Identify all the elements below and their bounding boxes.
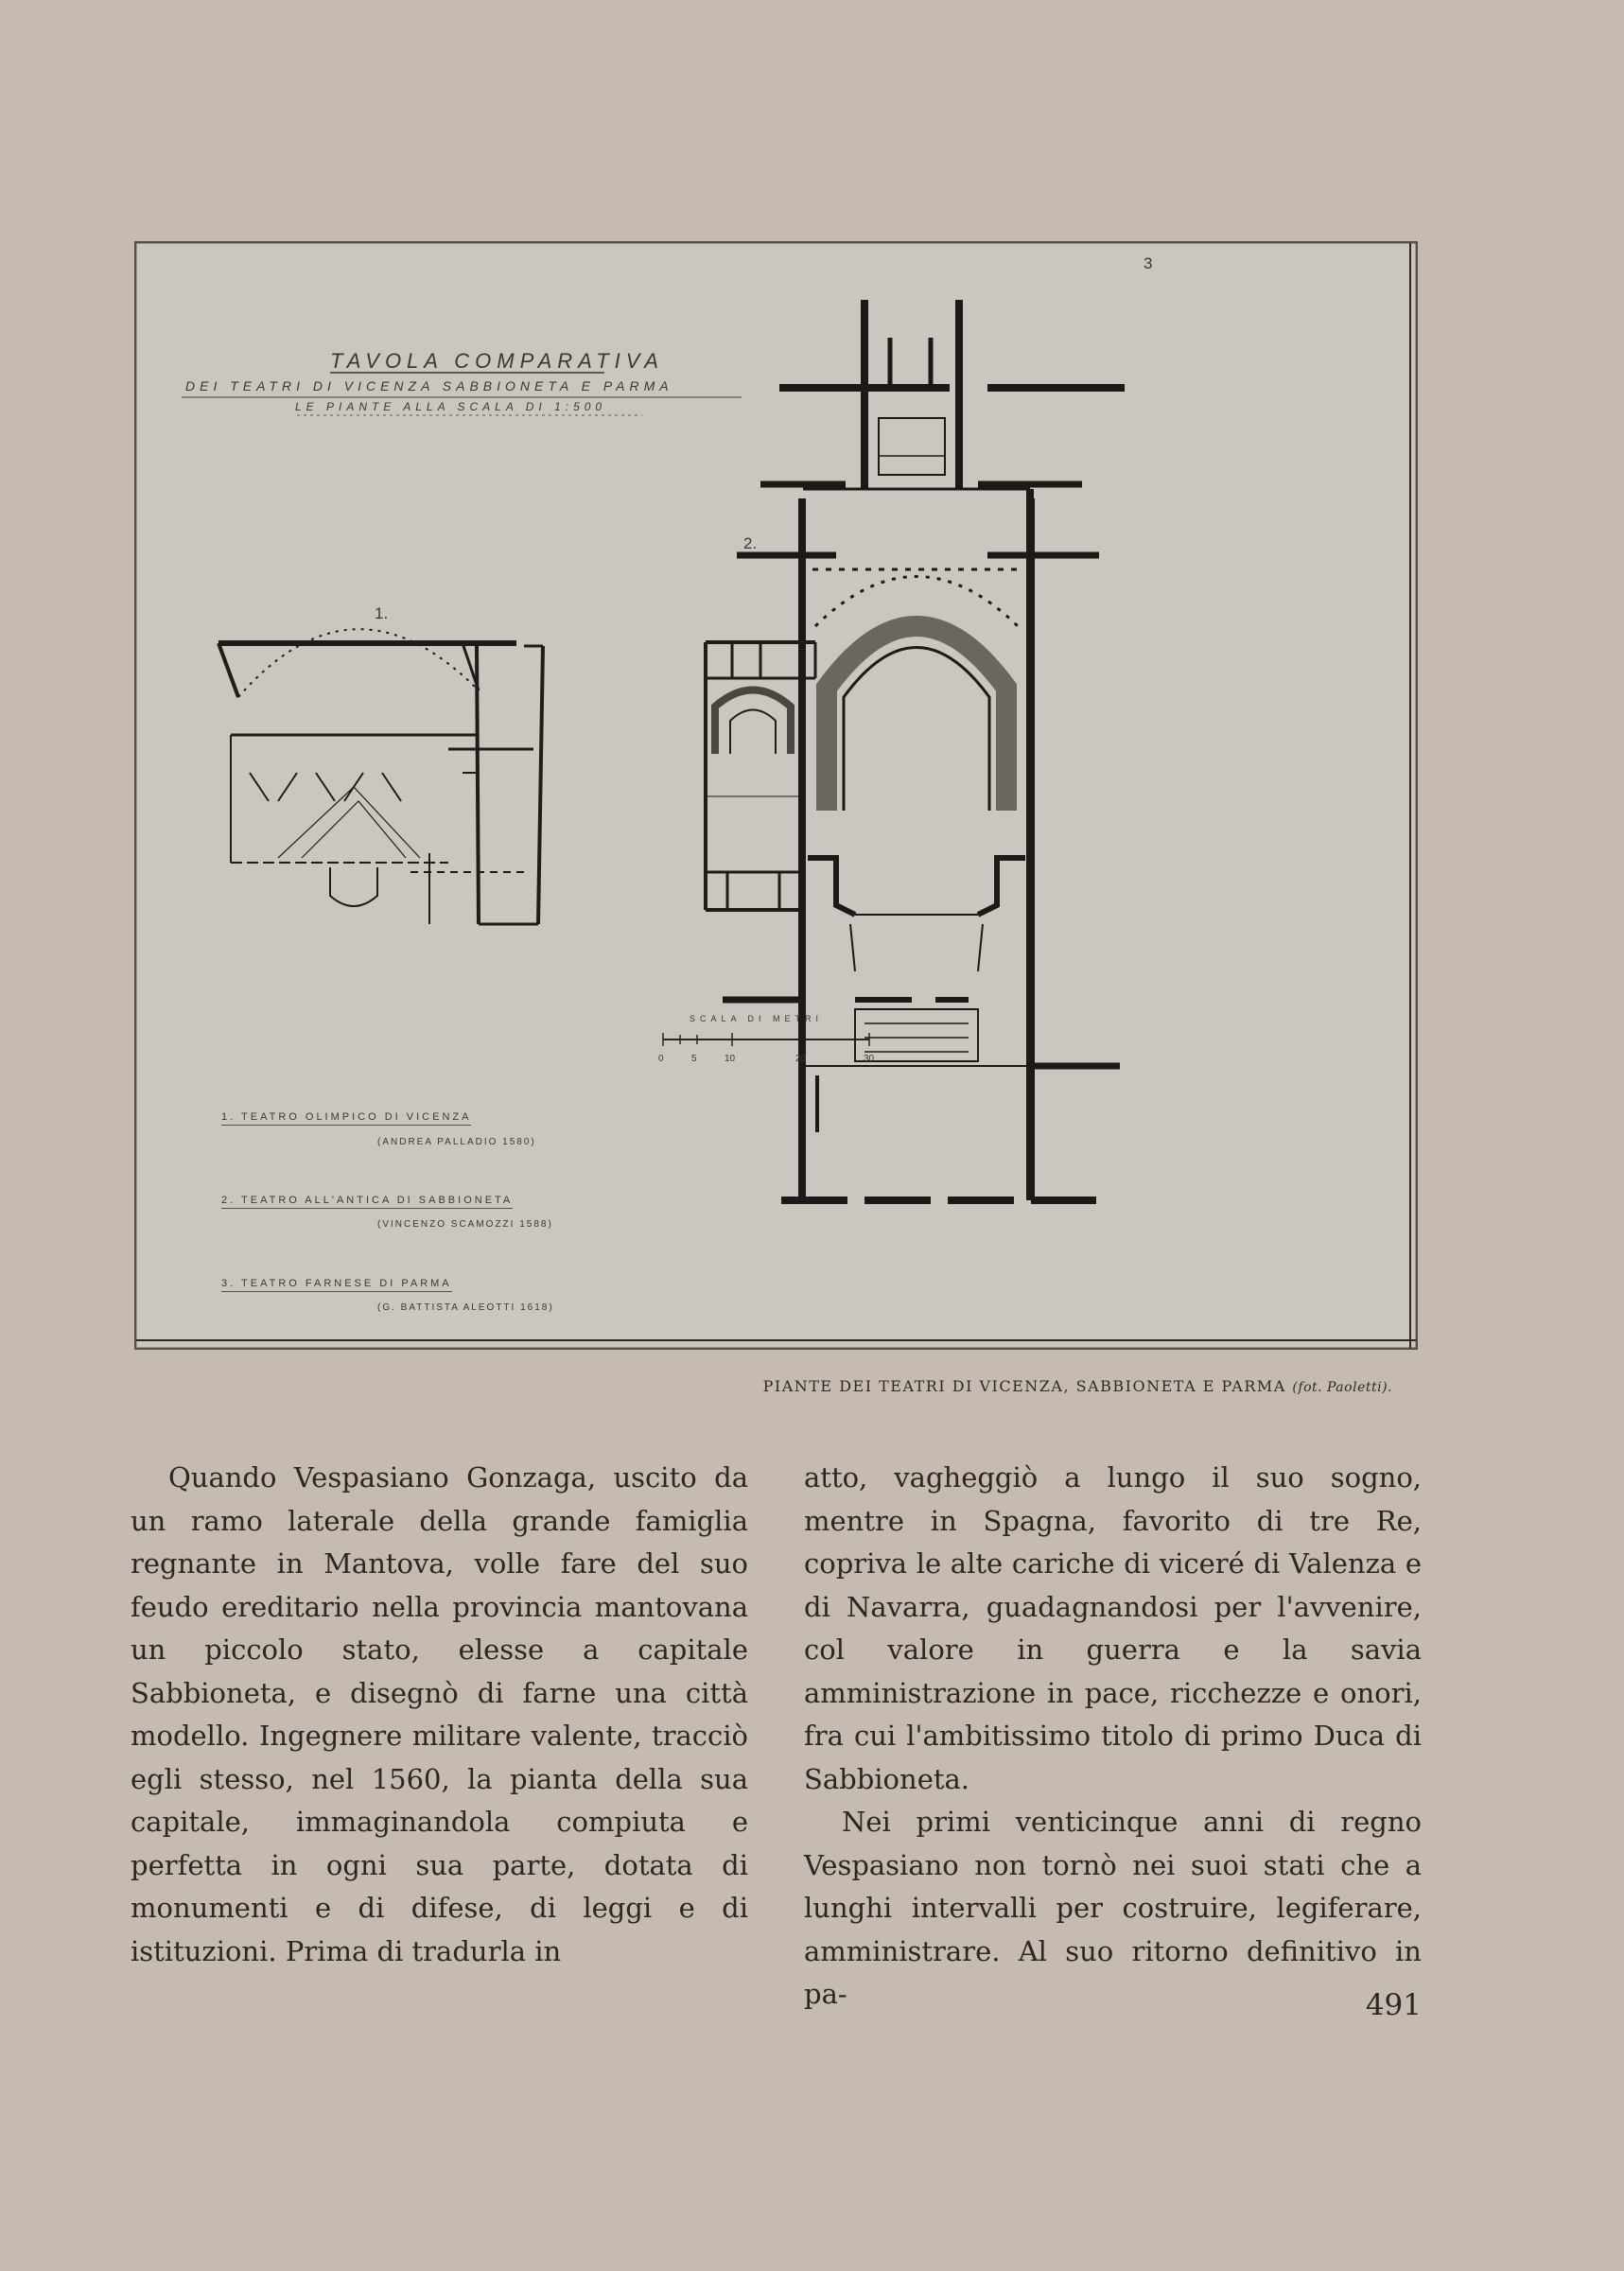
legend-item-3-name: 3. TEATRO FARNESE DI PARMA [221, 1278, 452, 1292]
figure-caption [685, 1377, 1392, 1395]
paragraph: Quando Vespasiano Gonzaga, uscito da un ramo laterale della grande famiglia regnante in Mantova, volle fare del suo feudo ereditario nella provincia mantovana un piccolo stato, elesse a capitale Sabbioneta, e disegnò di farne una città modello. Ingegnere militare valente, tracciò egli stesso, nel 1560, la pianta della sua capitale, immaginandola compiuta e perfetta in ogni sua parte, dotata di monumenti e di difese, di leggi e di istituzioni. Prima di tradurla in [131, 1461, 748, 1967]
caption-credit: (fot. Paoletti). [1292, 1380, 1392, 1395]
paragraph: atto, vagheggiò a lungo il suo sogno, mentre in Spagna, favorito di tre Re, copriva le alte cariche di viceré di Valenza e di Navarra, guadagnandosi per l'avvenire, col valore in guerra e la savia amministrazione in pace, ricchezze e onori, fra cui l'ambitissimo titolo di primo Duca di Sabbioneta. [804, 1461, 1422, 1795]
plate-title: TAVOLA COMPARATIVA [330, 349, 664, 373]
scale-label: SCALA DI METRI [690, 1014, 824, 1023]
plate-scale-note: LE PIANTE ALLA SCALA DI 1:500 [295, 400, 607, 413]
plan-farnese [723, 300, 1125, 1200]
text-column-right [804, 1457, 1422, 2017]
legend-item-1-name: 1. TEATRO OLIMPICO DI VICENZA [221, 1111, 471, 1126]
scale-tick: 10 [725, 1054, 736, 1064]
plan-olimpico [218, 629, 543, 924]
legend-item-3-author: (G. BATTISTA ALEOTTI 1618) [377, 1302, 554, 1313]
text-column-left [131, 1457, 748, 1973]
legend-item-2-name: 2. TEATRO ALL'ANTICA DI SABBIONETA [221, 1195, 513, 1209]
legend-item-2-author: (VINCENZO SCAMOZZI 1588) [377, 1219, 553, 1230]
plan-number-1: 1. [375, 604, 389, 622]
scale-tick: 5 [691, 1054, 697, 1064]
scale-tick: 30 [864, 1054, 875, 1064]
plan-number-3: 3 [1144, 254, 1153, 272]
comparative-plan-plate [134, 241, 1418, 1350]
legend-item-1-author: (ANDREA PALLADIO 1580) [377, 1137, 536, 1147]
paragraph: Nei primi venticinque anni di regno Vespasiano non tornò nei suoi stati che a lunghi intervalli per costruire, legiferare, amministrare. Al suo ritorno definitivo in pa- [804, 1806, 1422, 2010]
scale-bar [663, 1033, 869, 1046]
page-number: 491 [1365, 1988, 1422, 2022]
plan-number-2: 2. [743, 534, 758, 552]
scale-tick: 20 [795, 1054, 807, 1064]
caption-text: PIANTE DEI TEATRI DI VICENZA, SABBIONETA E PARMA [762, 1377, 1286, 1395]
plate-subtitle: DEI TEATRI DI VICENZA SABBIONETA E PARMA [185, 378, 673, 393]
scale-tick: 0 [658, 1054, 664, 1064]
